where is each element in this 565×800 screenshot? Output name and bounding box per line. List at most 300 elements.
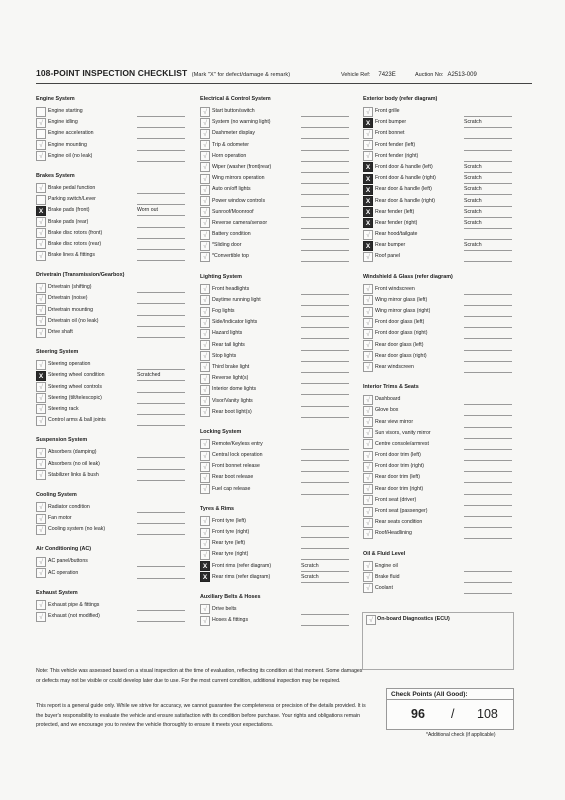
- item-label: Exhaust pipe & fittings: [48, 601, 100, 608]
- remark-field[interactable]: Scratched: [137, 370, 185, 381]
- check-box[interactable]: √: [363, 507, 373, 517]
- remark-field[interactable]: [464, 317, 512, 328]
- check-box[interactable]: √: [200, 196, 210, 206]
- remark-field[interactable]: [137, 228, 185, 239]
- remark-field[interactable]: [301, 295, 349, 306]
- checklist-row: [200, 516, 355, 527]
- remark-field[interactable]: [464, 484, 512, 495]
- check-box[interactable]: X: [200, 572, 210, 582]
- check-box[interactable]: √: [200, 107, 210, 117]
- remark-field[interactable]: [464, 151, 512, 162]
- item-label: Rear windscreen: [375, 363, 414, 370]
- check-box[interactable]: √: [200, 362, 210, 372]
- remark-field[interactable]: [137, 305, 185, 316]
- check-box[interactable]: √: [200, 340, 210, 350]
- section-title: Exterior body (refer diagram): [363, 96, 438, 102]
- check-box[interactable]: √: [36, 360, 46, 370]
- checklist-row: [36, 370, 191, 381]
- check-box[interactable]: √: [36, 459, 46, 469]
- section-title: Lighting System: [200, 273, 242, 280]
- remark-field[interactable]: Scratch: [464, 218, 512, 229]
- section: [363, 550, 518, 605]
- check-box[interactable]: √: [363, 129, 373, 139]
- remark-field[interactable]: [301, 407, 349, 418]
- check-box[interactable]: √: [363, 340, 373, 350]
- remark-field[interactable]: [301, 472, 349, 483]
- item-label: Trip & odometer: [212, 141, 249, 148]
- check-box[interactable]: √: [36, 514, 46, 524]
- item-label: Engine oil: [375, 562, 398, 569]
- remark-field[interactable]: [301, 229, 349, 240]
- section: [363, 95, 518, 273]
- check-box[interactable]: X: [363, 118, 373, 128]
- remark-field[interactable]: [301, 128, 349, 139]
- checklist-row: [200, 251, 355, 262]
- checklist-row: [363, 461, 518, 472]
- remark-field[interactable]: [464, 306, 512, 317]
- remark-field[interactable]: [301, 317, 349, 328]
- check-box[interactable]: √: [363, 529, 373, 539]
- remark-field[interactable]: [301, 351, 349, 362]
- check-box[interactable]: √: [36, 217, 46, 227]
- remark-field[interactable]: [301, 461, 349, 472]
- check-box[interactable]: √: [363, 284, 373, 294]
- remark-field[interactable]: Worn out: [137, 205, 185, 216]
- remark-field[interactable]: [137, 117, 185, 128]
- remark-field[interactable]: [301, 162, 349, 173]
- check-box[interactable]: √: [363, 561, 373, 571]
- section-gap: [36, 622, 191, 632]
- remark-field[interactable]: [301, 516, 349, 527]
- check-box[interactable]: √: [200, 604, 210, 614]
- remark-field[interactable]: [464, 351, 512, 362]
- remark-field[interactable]: [301, 439, 349, 450]
- remark-field[interactable]: Scratch: [464, 240, 512, 251]
- remark-field[interactable]: [301, 196, 349, 207]
- check-box[interactable]: √: [200, 396, 210, 406]
- remark-field[interactable]: [301, 396, 349, 407]
- header-rule: [36, 83, 532, 84]
- checklist-row: [200, 117, 355, 128]
- remark-field[interactable]: [137, 128, 185, 139]
- checklist-row: [200, 340, 355, 351]
- remark-field[interactable]: [301, 184, 349, 195]
- check-box[interactable]: √: [36, 448, 46, 458]
- check-box[interactable]: X: [36, 371, 46, 381]
- check-box[interactable]: [36, 129, 46, 139]
- remark-field[interactable]: [464, 428, 512, 439]
- check-box[interactable]: X: [363, 218, 373, 228]
- check-box[interactable]: √: [363, 351, 373, 361]
- checklist-row: [363, 417, 518, 428]
- item-label: Control arms & ball joints: [48, 417, 106, 424]
- remark-field[interactable]: [137, 282, 185, 293]
- check-box[interactable]: √: [200, 462, 210, 472]
- check-box[interactable]: √: [363, 395, 373, 405]
- check-box[interactable]: √: [363, 484, 373, 494]
- remark-field[interactable]: [137, 513, 185, 524]
- check-box[interactable]: √: [36, 283, 46, 293]
- check-box[interactable]: √: [200, 329, 210, 339]
- checklist-row: [36, 404, 191, 415]
- checklist-row: [36, 183, 191, 194]
- checklist-row: [363, 106, 518, 117]
- checklist-row: [363, 284, 518, 295]
- section: [36, 172, 191, 271]
- remark-field[interactable]: [464, 495, 512, 506]
- remark-field[interactable]: [137, 239, 185, 250]
- item-label: Steering rack: [48, 405, 79, 412]
- check-box[interactable]: [36, 107, 46, 117]
- check-box[interactable]: √: [363, 417, 373, 427]
- section-gap: [36, 338, 191, 348]
- checklist-row: [36, 106, 191, 117]
- checklist-row: [200, 173, 355, 184]
- item-label: Front door trim (right): [375, 463, 425, 470]
- remark-field[interactable]: [464, 340, 512, 351]
- check-box[interactable]: √: [200, 516, 210, 526]
- remark-field[interactable]: [301, 284, 349, 295]
- remark-field[interactable]: [137, 556, 185, 567]
- check-box[interactable]: √: [363, 462, 373, 472]
- remark-field[interactable]: [137, 106, 185, 117]
- remark-field[interactable]: Scratch: [464, 184, 512, 195]
- remark-field[interactable]: Scratch: [464, 117, 512, 128]
- check-box[interactable]: √: [363, 473, 373, 483]
- check-box[interactable]: X: [363, 174, 373, 184]
- check-box[interactable]: √: [36, 470, 46, 480]
- checklist-row: [36, 502, 191, 513]
- remark-field[interactable]: [137, 250, 185, 261]
- check-box[interactable]: √: [200, 550, 210, 560]
- section-title: Interior Trims & Seats: [363, 384, 419, 391]
- check-box[interactable]: √: [363, 329, 373, 339]
- remark-field[interactable]: [301, 106, 349, 117]
- section-gap: [36, 481, 191, 491]
- checklist-row: [363, 340, 518, 351]
- vehicle-ref: [341, 72, 396, 78]
- remark-field[interactable]: [301, 251, 349, 262]
- item-label: Brake disc rotors (rear): [48, 240, 102, 247]
- remark-field[interactable]: [137, 459, 185, 470]
- check-box[interactable]: √: [200, 439, 210, 449]
- title-text: 108-POINT INSPECTION CHECKLIST: [36, 68, 188, 78]
- check-box[interactable]: √: [200, 174, 210, 184]
- remark-field[interactable]: [301, 207, 349, 218]
- section-title: Air Conditioning (AC): [36, 546, 92, 553]
- item-label: Front door trim (left): [375, 452, 421, 459]
- section-title: Windshield & Glass (refer diagram): [363, 273, 453, 280]
- check-box[interactable]: √: [36, 568, 46, 578]
- remark-field[interactable]: [137, 359, 185, 370]
- remark-field[interactable]: [301, 538, 349, 549]
- remark-field[interactable]: [137, 568, 185, 579]
- remark-field[interactable]: [301, 604, 349, 615]
- remark-field[interactable]: [301, 373, 349, 384]
- remark-field[interactable]: [464, 251, 512, 262]
- remark-field[interactable]: [137, 293, 185, 304]
- check-box[interactable]: √: [200, 230, 210, 240]
- remark-field[interactable]: [301, 527, 349, 538]
- check-box[interactable]: √: [200, 284, 210, 294]
- remark-field[interactable]: Scratch: [301, 561, 349, 572]
- note-general-guide: This report is a general guide only. While we strive for accuracy, we cannot guarantee the completeness or precision of the details provided. It is the buyer's responsibility to evaluate the vehicle and ensure satisfaction with its condition before purchase. Your rights and obligations remain protected, and we encourage you to review the vehicle thoroughly to ensure it meets your expectations.: [36, 703, 366, 729]
- item-label: Interior dome lights: [212, 386, 257, 393]
- title-subtitle: (Mark "X" for defect/damage & remark): [191, 72, 291, 78]
- item-label: Glove box: [375, 407, 399, 414]
- section: [36, 491, 191, 546]
- check-box[interactable]: √: [200, 162, 210, 172]
- remark-field[interactable]: [137, 327, 185, 338]
- check-box[interactable]: X: [36, 206, 46, 216]
- item-label: Front headlights: [212, 285, 250, 292]
- item-label: Sun visors, vanity mirror: [375, 429, 431, 436]
- remark-field[interactable]: [464, 128, 512, 139]
- check-box[interactable]: √: [363, 252, 373, 262]
- remark-field[interactable]: [301, 140, 349, 151]
- section-gap: [363, 373, 518, 383]
- check-box[interactable]: √: [36, 600, 46, 610]
- check-box[interactable]: X: [363, 241, 373, 251]
- check-box[interactable]: √: [36, 305, 46, 315]
- item-label: Absorbers (damping): [48, 449, 97, 456]
- check-box[interactable]: √: [200, 295, 210, 305]
- remark-field[interactable]: [137, 194, 185, 205]
- item-label: Rear boot release: [212, 474, 254, 481]
- check-box[interactable]: √: [36, 382, 46, 392]
- remark-field[interactable]: [137, 611, 185, 622]
- check-box[interactable]: √: [200, 307, 210, 317]
- check-box[interactable]: √: [200, 118, 210, 128]
- check-box[interactable]: √: [36, 416, 46, 426]
- check-box[interactable]: √: [36, 228, 46, 238]
- checklist-row: [200, 604, 355, 615]
- check-box[interactable]: √: [36, 393, 46, 403]
- check-box[interactable]: √: [363, 140, 373, 150]
- remark-field[interactable]: [464, 439, 512, 450]
- check-box[interactable]: √: [200, 407, 210, 417]
- remark-field[interactable]: [137, 415, 185, 426]
- remark-field[interactable]: Scratch: [464, 173, 512, 184]
- check-box[interactable]: √: [36, 525, 46, 535]
- checklist-row: [363, 251, 518, 262]
- item-label: Rear tyre (right): [212, 551, 249, 558]
- check-box[interactable]: √: [363, 362, 373, 372]
- check-box[interactable]: √: [200, 473, 210, 483]
- checklist-row: [200, 328, 355, 339]
- remark-field[interactable]: [464, 450, 512, 461]
- remark-field[interactable]: [301, 151, 349, 162]
- check-box[interactable]: √: [36, 239, 46, 249]
- check-box[interactable]: √: [200, 385, 210, 395]
- item-label: Exhaust (not modified): [48, 613, 100, 619]
- check-box[interactable]: √: [36, 251, 46, 261]
- remark-field[interactable]: [137, 447, 185, 458]
- check-box[interactable]: √: [200, 151, 210, 161]
- check-box[interactable]: √: [363, 318, 373, 328]
- auction-no-value: A2513-009: [447, 72, 477, 78]
- check-box[interactable]: √: [363, 230, 373, 240]
- check-box[interactable]: √: [36, 404, 46, 414]
- check-box[interactable]: √: [200, 252, 210, 262]
- remark-field[interactable]: [464, 472, 512, 483]
- remark-field[interactable]: [464, 561, 512, 572]
- section-gap: [200, 418, 355, 428]
- remark-field[interactable]: [464, 394, 512, 405]
- checklist-row: [200, 549, 355, 560]
- check-box[interactable]: √: [363, 406, 373, 416]
- check-box[interactable]: √: [363, 107, 373, 117]
- remark-field[interactable]: [137, 600, 185, 611]
- remark-field[interactable]: [464, 572, 512, 583]
- check-box[interactable]: X: [200, 561, 210, 571]
- section: [200, 593, 355, 636]
- remark-field[interactable]: [464, 528, 512, 539]
- check-box[interactable]: √: [36, 612, 46, 622]
- section-gap: [36, 579, 191, 589]
- remark-field[interactable]: [301, 173, 349, 184]
- remark-field[interactable]: [137, 524, 185, 535]
- check-box[interactable]: √: [200, 351, 210, 361]
- section-gap: [200, 495, 355, 505]
- remark-field[interactable]: [301, 384, 349, 395]
- remark-field[interactable]: Scratch: [464, 162, 512, 173]
- check-box[interactable]: √: [36, 294, 46, 304]
- remark-field[interactable]: [137, 183, 185, 194]
- check-box[interactable]: √: [363, 583, 373, 593]
- checklist-row: [36, 393, 191, 404]
- remark-field[interactable]: [137, 470, 185, 481]
- check-box[interactable]: √: [200, 528, 210, 538]
- item-label: Absorbers (no oil leak): [48, 460, 100, 467]
- remark-field[interactable]: [137, 502, 185, 513]
- checklist-row: [36, 415, 191, 426]
- check-box[interactable]: √: [36, 316, 46, 326]
- remark-field[interactable]: [464, 517, 512, 528]
- checklist-row: [363, 362, 518, 373]
- checklist-row: [36, 239, 191, 250]
- remark-field[interactable]: [137, 140, 185, 151]
- remark-field[interactable]: [301, 306, 349, 317]
- remark-field[interactable]: [137, 393, 185, 404]
- check-box[interactable]: √: [200, 484, 210, 494]
- check-box[interactable]: X: [363, 207, 373, 217]
- remark-field[interactable]: [464, 229, 512, 240]
- check-box[interactable]: X: [363, 162, 373, 172]
- check-box[interactable]: √: [363, 151, 373, 161]
- remark-field[interactable]: [464, 417, 512, 428]
- remark-field[interactable]: [301, 549, 349, 560]
- remark-field[interactable]: [301, 218, 349, 229]
- section-gap: [200, 263, 355, 273]
- remark-field[interactable]: [464, 284, 512, 295]
- check-box[interactable]: √: [363, 307, 373, 317]
- check-box[interactable]: √: [363, 518, 373, 528]
- check-box[interactable]: √: [363, 295, 373, 305]
- check-box[interactable]: X: [363, 185, 373, 195]
- remark-field[interactable]: [464, 140, 512, 151]
- check-box[interactable]: √: [36, 328, 46, 338]
- item-label: Engine mounting: [48, 141, 87, 148]
- check-box[interactable]: √: [200, 318, 210, 328]
- item-label: System (no warning light): [212, 119, 271, 126]
- remark-field[interactable]: Scratch: [301, 572, 349, 583]
- check-box[interactable]: √: [200, 129, 210, 139]
- check-box[interactable]: √: [200, 140, 210, 150]
- remark-field[interactable]: [301, 328, 349, 339]
- check-box[interactable]: √: [200, 616, 210, 626]
- remark-field[interactable]: [301, 362, 349, 373]
- remark-field[interactable]: [464, 461, 512, 472]
- remark-field[interactable]: [301, 484, 349, 495]
- remark-field[interactable]: [464, 405, 512, 416]
- section-title: Tyres & Rims: [200, 505, 235, 512]
- checklist-row: [200, 362, 355, 373]
- remark-field[interactable]: [137, 404, 185, 415]
- check-box[interactable]: √: [200, 218, 210, 228]
- remark-field[interactable]: [301, 240, 349, 251]
- remark-field[interactable]: [301, 615, 349, 626]
- checklist-row: [363, 328, 518, 339]
- check-box[interactable]: √: [200, 185, 210, 195]
- check-box[interactable]: √: [200, 207, 210, 217]
- checklist-row: [36, 151, 191, 162]
- obd-checkbox[interactable]: √: [366, 615, 376, 625]
- checklist-row: [200, 295, 355, 306]
- remark-field[interactable]: [464, 328, 512, 339]
- check-box[interactable]: √: [36, 140, 46, 150]
- remark-field[interactable]: [301, 450, 349, 461]
- remark-field[interactable]: [464, 106, 512, 117]
- check-box[interactable]: √: [200, 374, 210, 384]
- section-title: Suspension System: [36, 437, 88, 444]
- remark-field[interactable]: [137, 316, 185, 327]
- check-box[interactable]: X: [363, 196, 373, 206]
- item-label: Remote/Keyless entry: [212, 440, 263, 447]
- check-box[interactable]: √: [363, 428, 373, 438]
- remark-field[interactable]: [464, 362, 512, 373]
- remark-field[interactable]: [137, 217, 185, 228]
- remark-field[interactable]: [464, 506, 512, 517]
- remark-field[interactable]: [464, 583, 512, 594]
- check-box[interactable]: √: [363, 495, 373, 505]
- check-box[interactable]: √: [363, 572, 373, 582]
- item-label: Steering wheel condition: [48, 372, 105, 379]
- remark-field[interactable]: [301, 117, 349, 128]
- item-label: Coolant: [375, 584, 393, 591]
- check-box[interactable]: √: [200, 241, 210, 251]
- check-box[interactable]: [36, 195, 46, 205]
- checklist-row: [363, 351, 518, 362]
- check-box[interactable]: √: [363, 439, 373, 449]
- check-box[interactable]: √: [200, 539, 210, 549]
- check-box[interactable]: √: [200, 451, 210, 461]
- remark-field[interactable]: [464, 295, 512, 306]
- check-box[interactable]: √: [36, 557, 46, 567]
- remark-field[interactable]: Scratch: [464, 207, 512, 218]
- check-box[interactable]: √: [36, 502, 46, 512]
- remark-field[interactable]: [301, 340, 349, 351]
- check-box[interactable]: √: [36, 183, 46, 193]
- check-box[interactable]: √: [363, 451, 373, 461]
- section: [363, 383, 518, 549]
- remark-field[interactable]: [137, 151, 185, 162]
- check-box[interactable]: √: [36, 118, 46, 128]
- remark-field[interactable]: [137, 382, 185, 393]
- check-points-box: [386, 688, 514, 730]
- check-box[interactable]: √: [36, 151, 46, 161]
- remark-field[interactable]: Scratch: [464, 196, 512, 207]
